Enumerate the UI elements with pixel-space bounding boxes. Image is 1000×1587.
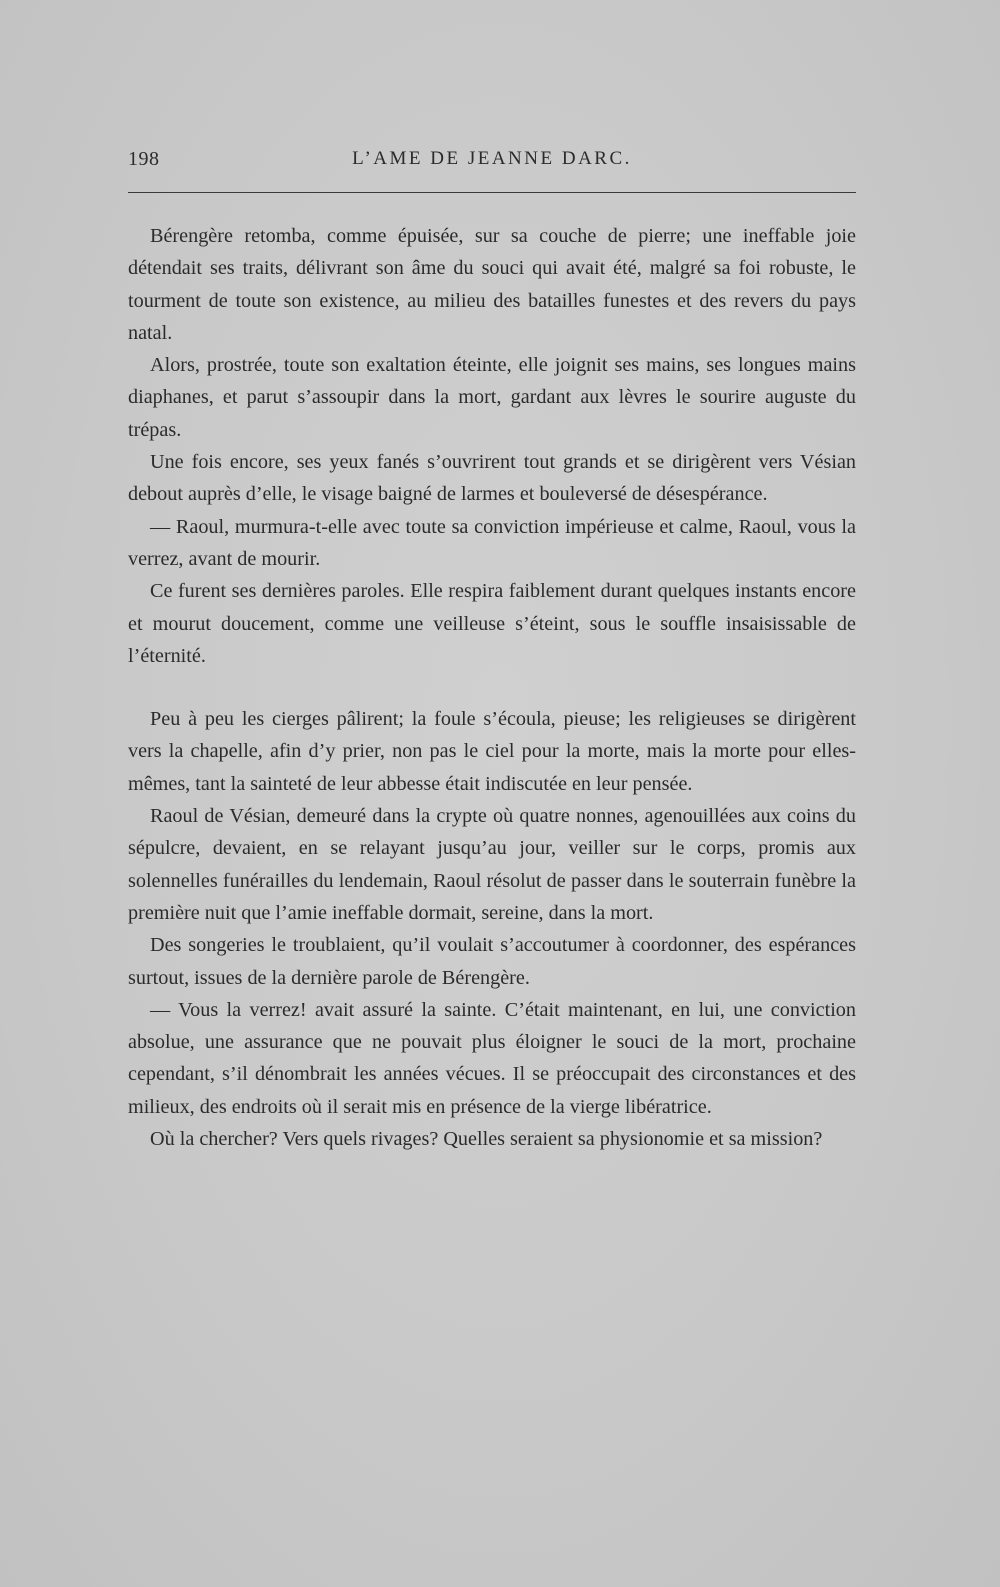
running-title: L’AME DE JEANNE DARC. bbox=[352, 148, 632, 169]
header-rule bbox=[128, 192, 856, 193]
paragraph: Peu à peu les cierges pâlirent; la foule s’écoula, pieuse; les religieuses se dirigèrent vers la chapelle, afin d’y prier, non pas le ciel pour la morte, mais la morte pour elles-mêmes, tant la sainteté de leur abbesse était indiscutée en leur pensée. bbox=[128, 708, 856, 795]
running-head bbox=[128, 148, 856, 178]
page-number: 198 bbox=[128, 148, 160, 170]
paragraph: Bérengère retomba, comme épuisée, sur sa couche de pierre; une ineffable joie détendait ses traits, délivrant son âme du souci qui avait été, malgré sa foi robuste, le tourment de toute son existence, au milieu des batailles funestes et des revers du pays natal. bbox=[128, 225, 856, 344]
paragraph: — Raoul, murmura-t-elle avec toute sa conviction impérieuse et calme, Raoul, vous la verrez, avant de mourir. bbox=[128, 515, 856, 570]
paragraph: — Vous la verrez! avait assuré la sainte. C’était maintenant, en lui, une conviction absolue, une assurance que ne pouvait plus éloigner le souci de la mort, prochaine cependant, s’il dénombrait les années vécues. Il se préoccupait des circonstances et des milieux, des endroits où il serait mis en présence de la vierge libératrice. bbox=[128, 998, 856, 1118]
paragraph: Une fois encore, ses yeux fanés s’ouvrirent tout grands et se dirigèrent vers Vésian debout auprès d’elle, le visage baigné de larmes et bouleversé de désespérance. bbox=[128, 451, 856, 506]
paragraph: Ce furent ses dernières paroles. Elle respira faiblement durant quelques instants encore et mourut doucement, comme une veilleuse s’éteint, sous le souffle insaisissable de l’éternité. bbox=[128, 580, 856, 667]
paragraph: Où la chercher? Vers quels rivages? Quelles seraient sa physionomie et sa mission? bbox=[150, 1128, 823, 1151]
paragraph: Des songeries le troublaient, qu’il voulait s’accoutumer à coordonner, des espérances surtout, issues de la dernière parole de Bérengère. bbox=[128, 934, 856, 989]
paragraph: Raoul de Vésian, demeuré dans la crypte où quatre nonnes, agenouillées aux coins du sépulcre, devaient, en se relayant jusqu’au jour, veiller sur le corps, promis aux solennelles funérailles du lendemain, Raoul résolut de passer dans le souterrain funèbre la première nuit que l’amie ineffable dormait, sereine, dans la mort. bbox=[128, 805, 856, 924]
paragraph: Alors, prostrée, toute son exaltation éteinte, elle joignit ses mains, ses longues mains diaphanes, et parut s’assoupir dans la mort, gardant aux lèvres le sourire auguste du trépas. bbox=[128, 354, 856, 441]
body-text bbox=[128, 220, 856, 1155]
